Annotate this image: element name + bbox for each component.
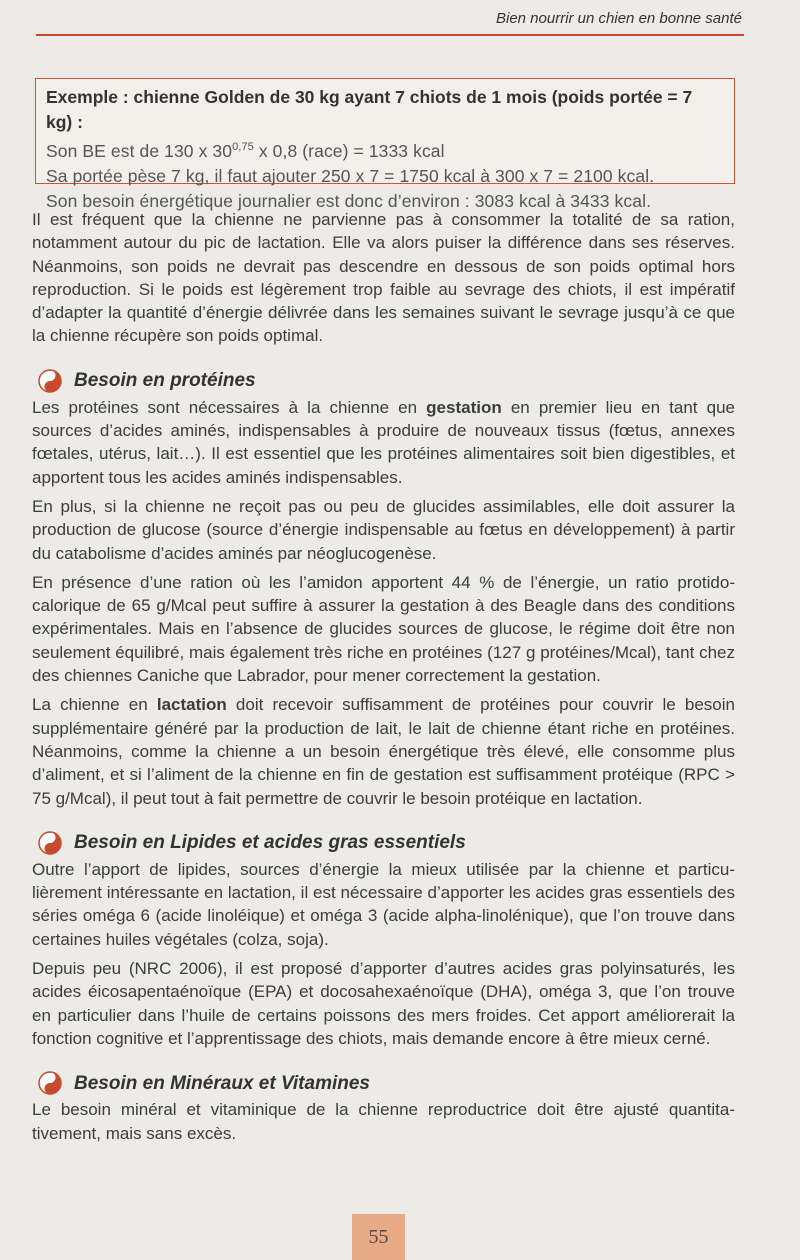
text-run: Les protéines sont nécessaires à la chienne en [32, 397, 427, 417]
minerals-paragraph-1: Le besoin minéral et vitaminique de la chienne reproductrice doit être ajusté quantitativement, mais sans excès. [32, 1100, 735, 1143]
section-title: Besoin en Minéraux et Vitamines [74, 1072, 370, 1094]
example-box [35, 78, 735, 211]
be-exponent: 0,75 [232, 141, 254, 153]
text-run: La chienne en [32, 695, 157, 715]
main-content [32, 208, 735, 1151]
section-heading-proteins [38, 368, 735, 394]
proteins-paragraph-1 [32, 396, 735, 489]
example-daily-line: Son besoin énergétique journalier est donc d’environ : 3083 kcal à 3433 kcal. [46, 190, 652, 211]
example-litter-line: Sa portée pèse 7 kg, il faut ajouter 250 x 7 = 1750 kcal à 300 x 7 = 2100 kcal. [46, 165, 655, 186]
header-rule [36, 34, 744, 36]
be-suffix: x 0,8 (race) = 1333 kcal [253, 140, 445, 161]
emphasis-lactation: lactation [156, 695, 227, 715]
intro-paragraph: Il est fréquent que la chienne ne parvienne pas à consommer la totalité de sa ration, notamment autour du pic de lactation. Elle va alors puiser la différence dans ses réserves. Néanmoins, son poids ne devrait pas descendre en dessous de son poids optimal hors reproduction. Si le poids est légèrement trop faible au sevrage des chiots, il est impératif d’adapter la quantité d’énergie délivrée dans les semaines suivant le sevrage jusqu’à ce que la chienne récupère son poids optimal. [32, 210, 735, 346]
lipids-paragraph-2: Depuis peu (NRC 2006), il est proposé d’apporter d’autres acides gras polyinsaturés, les acides éicosapentaénoïque (EPA) et docosahexaénoïque (DHA), oméga 3, que l’on trouve en particulier dans l’huile de certains poissons des mers froides. Cet apport améliorerait la fonction cognitive et l’apprentissage des chiots, mais demande encore à être mieux cerné. [32, 959, 735, 1048]
proteins-paragraph-3: En présence d’une ration où les l’amidon apportent 44 % de l’énergie, un ratio protidocalorique de 65 g/Mcal peut suffire à assurer la gestation à des Beagle dans des conditions expérimentales. Mais en l’absence de glucides sources de glucose, le régime doit être non seulement équilibré, mais également très riche en protéines (127 g protéines/Mcal), tant chez des chiennes Caniche que Labrador, pour mener correctement la gestation. [32, 572, 735, 686]
example-be-line [46, 135, 722, 164]
yin-yang-icon [38, 369, 62, 393]
text-run: doit recevoir suffisamment de protéines pour couvrir le besoin supplémentaire généré par la production de lait, le lait de chienne étant riche en protéines. Néanmoins, comme la chienne a un besoin énergétique très élevé, elle consomme plus d’aliment, et si l’aliment de la chienne en fin de gestation est suffisamment protéique (RPC > 75 g/Mcal), il peut tout à fait permettre de couvrir le besoin protéique en lactation. [32, 695, 735, 808]
proteins-paragraph-2: En plus, si la chienne ne reçoit pas ou peu de glucides assimilables, elle doit assurer la production de glucose (source d’énergie indispensable au fœtus en développement) à partir du catabolisme d’acides aminés par néoglucogenèse. [32, 496, 735, 563]
proteins-paragraph-4 [32, 693, 735, 809]
running-title: Bien nourrir un chien en bonne santé [495, 10, 742, 27]
be-prefix: Son BE est de 130 x 30 [46, 140, 233, 161]
section-heading-lipids [38, 830, 735, 856]
section-title: Besoin en protéines [74, 370, 256, 392]
section-heading-minerals [38, 1070, 735, 1096]
yin-yang-icon [38, 831, 62, 855]
yin-yang-icon [38, 1071, 62, 1095]
section-title: Besoin en Lipides et acides gras essentiels [74, 832, 466, 854]
text-run: en premier lieu en tant que sources d’acides aminés, indispensables à produire de nouveaux tissus (fœtus, annexes fœtales, utérus, lait…). Il est essentiel que les protéines alimentaires soit bien digestibles, et apportent tous les acides aminés indispensables. [32, 397, 735, 487]
lipids-paragraph-1: Outre l’apport de lipides, sources d’énergie la mieux utilisée par la chienne et particulièrement intéressante en lactation, il est nécessaire d’apporter les acides gras essentiels des séries oméga 6 (acide linoléique) et oméga 3 (acide alpha-linolénique), que l’on trouve dans certaines huiles végétales (colza, soja). [32, 859, 735, 949]
example-title: Exemple : chienne Golden de 30 kg ayant 7 chiots de 1 mois (poids portée = 7 kg) : [46, 87, 693, 132]
emphasis-gestation: gestation [426, 397, 502, 417]
page-number: 55 [352, 1214, 405, 1260]
